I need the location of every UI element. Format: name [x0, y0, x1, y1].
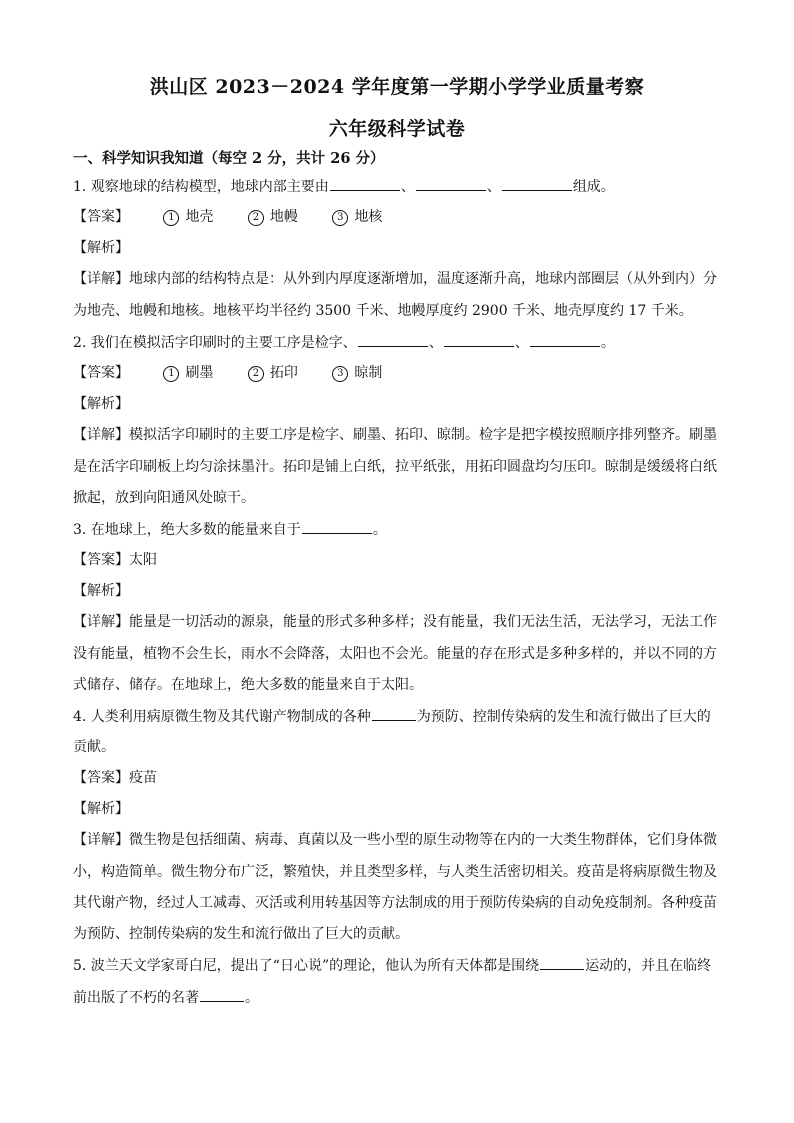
question-5-text-2: 前出版了不朽的名著 [73, 990, 199, 1006]
detail-line: 式储存、储存。在地球上，绝大多数的能量来自于太阳。 [73, 677, 423, 693]
detail-text: 模拟活字印刷时的主要工序是检字、刷墨、拓印、晾制。检字是把字模按照顺序排列整齐。刷墨 [129, 427, 717, 443]
question-1-tail: 组成。 [572, 179, 615, 195]
question-4-text: 4. 人类利用病原微生物及其代谢产物制成的各种 [73, 709, 371, 725]
option-text: 拓印 [269, 365, 298, 381]
answer-blank [530, 333, 600, 347]
answer-option [332, 364, 382, 382]
detail-line: 为预防、控制传染病的发生和流行做出了巨大的贡献。 [73, 926, 409, 942]
analysis-label: 【解析】 [73, 801, 129, 817]
answer-option [248, 364, 298, 382]
question-5 [73, 956, 723, 975]
question-3 [73, 520, 723, 539]
analysis-label: 【解析】 [73, 240, 129, 256]
detail-line: 是在活字印刷板上均匀涂抹墨汁。拓印是铺上白纸，拉平纸张，用拓印圆盘均匀压印。晾制是缓缓将白纸 [73, 459, 717, 475]
question-4 [73, 707, 723, 726]
option-text: 地核 [354, 209, 383, 225]
answer-label: 【答案】 [73, 209, 129, 225]
detail-line: 掀起，放到向阳通风处晾干。 [73, 490, 255, 506]
detail-text: 微生物是包括细菌、病毒、真菌以及一些小型的原生动物等在内的一大类生物群体，它们身体微 [129, 832, 717, 848]
answer-text: 太阳 [129, 552, 157, 568]
answer-blank [330, 177, 400, 191]
answer-blank [302, 520, 372, 534]
answer-row [73, 208, 723, 226]
detail-line [73, 270, 723, 288]
answer-label: 【答案】 [73, 770, 129, 786]
option-number: 1 [163, 366, 179, 382]
detail-label: 【详解】 [73, 832, 129, 848]
option-number: 3 [332, 210, 348, 226]
option-number: 1 [163, 210, 179, 226]
detail-line: 没有能量，植物不会生长，雨水不会降落，太阳也不会光。能量的存在形式是多种多样的，并以不同的方 [73, 646, 717, 662]
analysis-label: 【解析】 [73, 583, 129, 599]
detail-line: 为地壳、地幔和地核。地核平均半径约 3500 千米、地幔厚度约 2900 千米、地壳厚度约 17 千米。 [73, 303, 693, 319]
answer-option [163, 364, 213, 382]
page-title: 洪山区 2023－2024 学年度第一学期小学学业质量考察 [149, 76, 645, 98]
answer-row [73, 769, 723, 787]
option-text: 晾制 [354, 365, 383, 381]
detail-line: 小，构造简单。微生物分布广泛，繁殖快，并且类型多样，与人类生活密切相关。疫苗是将病原微生物及 [73, 864, 717, 880]
answer-blank [444, 333, 514, 347]
question-2-tail: 。 [600, 335, 615, 351]
option-number: 3 [332, 366, 348, 382]
question-4-tail: 贡献。 [73, 739, 115, 755]
answer-label: 【答案】 [73, 365, 129, 381]
answer-blank [358, 333, 428, 347]
detail-line [73, 426, 723, 444]
option-text: 刷墨 [185, 365, 214, 381]
detail-line: 其代谢产物，经过人工减毒、灭活或利用转基因等方法制成的用于预防传染病的自动免疫制剂。各种疫苗 [73, 895, 717, 911]
separator: 、 [486, 179, 501, 195]
section-heading: 一、科学知识我知道（每空 2 分，共计 26 分） [73, 150, 385, 167]
option-number: 2 [248, 366, 264, 382]
answer-blank [200, 988, 244, 1002]
answer-label: 【答案】 [73, 552, 129, 568]
question-1-text: 1. 观察地球的结构模型，地球内部主要由 [73, 179, 329, 195]
question-3-text: 3. 在地球上，绝大多数的能量来自于 [73, 522, 301, 538]
detail-line [73, 831, 723, 849]
answer-text: 疫苗 [129, 770, 157, 786]
separator: 、 [428, 335, 443, 351]
detail-line [73, 613, 723, 631]
answer-blank [540, 956, 584, 970]
separator: 、 [514, 335, 529, 351]
answer-row [73, 364, 723, 382]
question-4-text-cont: 为预防、控制传染病的发生和流行做出了巨大的 [416, 709, 711, 725]
option-text: 地幔 [269, 209, 298, 225]
option-text: 地壳 [185, 209, 214, 225]
answer-blank [416, 177, 486, 191]
option-number: 2 [248, 210, 264, 226]
answer-option [332, 208, 382, 226]
question-5-text-cont: 运动的，并且在临终 [585, 958, 712, 974]
question-1 [73, 177, 723, 196]
question-3-tail: 。 [372, 522, 387, 538]
detail-label: 【详解】 [73, 427, 129, 443]
detail-text: 地球内部的结构特点是：从外到内厚度逐渐增加，温度逐渐升高，地球内部圈层（从外到内）分 [129, 271, 717, 287]
question-5-line-2 [73, 988, 723, 1007]
question-5-text: 5. 波兰天文学家哥白尼，提出了“日心说”的理论，他认为所有天体都是围绕 [73, 958, 540, 974]
detail-text: 能量是一切活动的源泉，能量的形式多种多样；没有能量，我们无法生活，无法学习，无法工作 [129, 614, 717, 630]
answer-blank [502, 177, 572, 191]
question-5-tail: 。 [245, 990, 259, 1006]
answer-blank [372, 707, 416, 721]
answer-row [73, 551, 723, 569]
analysis-label: 【解析】 [73, 396, 129, 412]
separator: 、 [400, 179, 415, 195]
detail-label: 【详解】 [73, 614, 129, 630]
answer-option [163, 208, 213, 226]
question-2 [73, 333, 723, 352]
page-subtitle: 六年级科学试卷 [328, 118, 466, 140]
answer-option [248, 208, 298, 226]
question-2-text: 2. 我们在模拟活字印刷时的主要工序是检字、 [73, 335, 357, 351]
detail-label: 【详解】 [73, 271, 129, 287]
